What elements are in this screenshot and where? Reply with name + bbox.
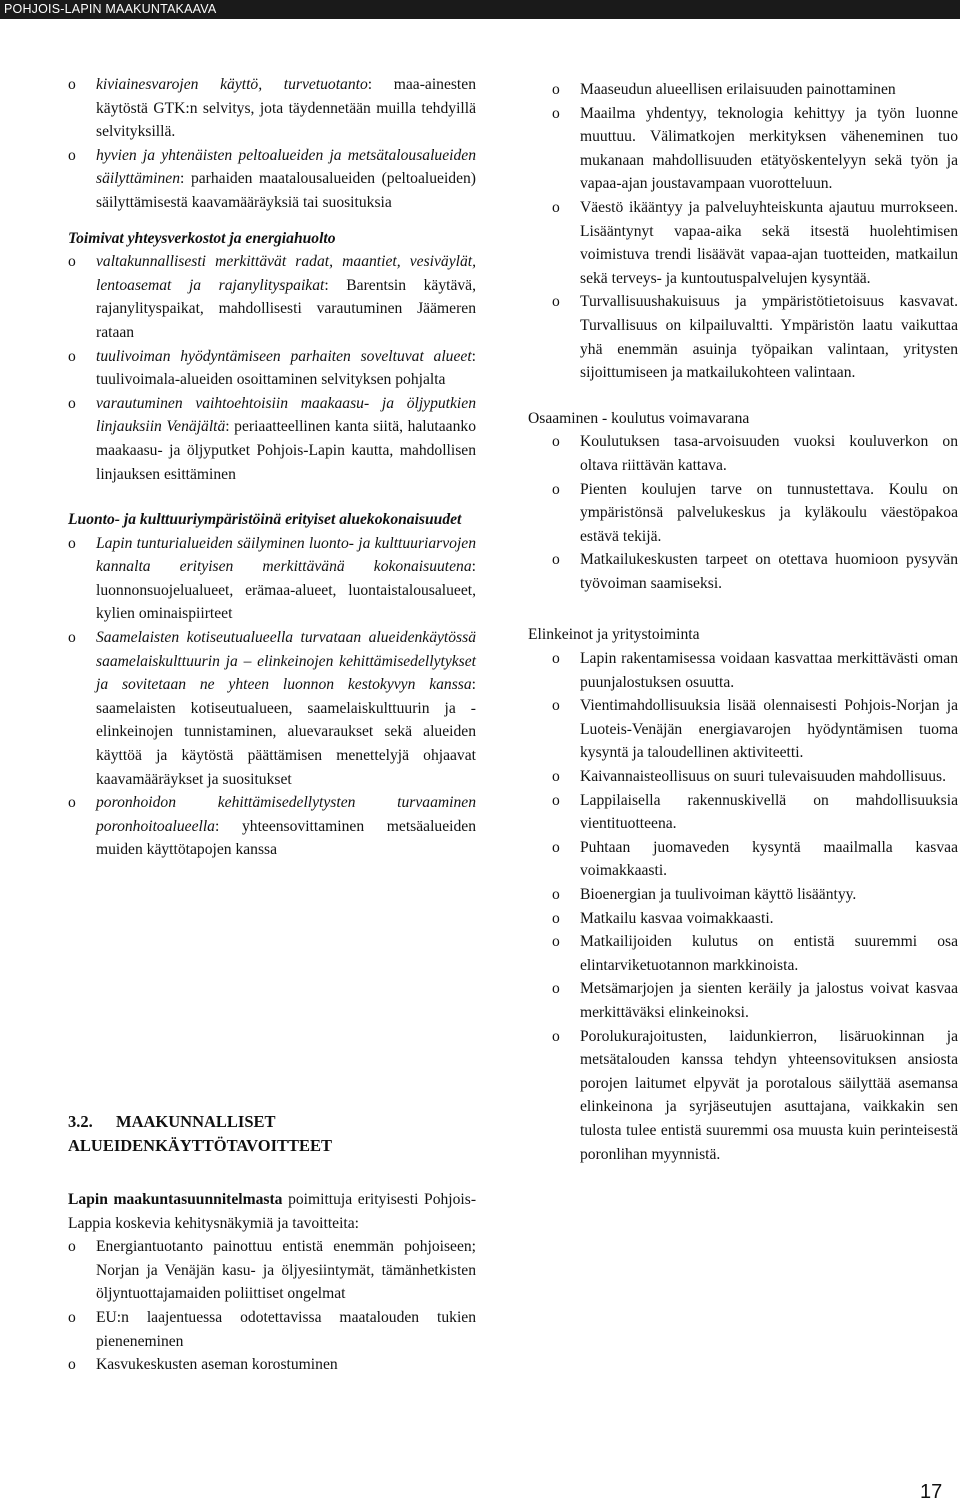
bullet-glyph: o (68, 76, 76, 93)
left-list-2 (68, 250, 476, 486)
list-item: o Väestö ikääntyy ja palveluyhteiskunta ajautuu murrokseen. Lisääntynyt vapaa-aika sekä itsestä huolehtimisen voimistuva trendi lisäävät vapaa-ajan tuotteiden, matkailun sekä terveys- ja kuntoutuspalvelujen kysyntää. (528, 196, 958, 290)
bullet-glyph: o (68, 794, 76, 812)
list-item: o Lapin tunturialueiden säilyminen luonto- ja kulttuuriarvojen kannalta erityisen merkittävänä kokonaisuutena: luonnonsuojelualueet, erämaa-alueet, luontaistalousalueet, kylien ominaispiirteet (68, 532, 476, 626)
bullet-glyph: o (68, 1356, 76, 1374)
bullet-glyph: o (552, 551, 560, 569)
list-item: o EU:n laajentuessa odotettavissa maatalouden tukien pieneneminen (68, 1306, 476, 1353)
bullet-glyph: o (552, 791, 560, 809)
bullet-glyph: o (68, 253, 76, 271)
list-item: o kiviainesvarojen käyttö, turvetuotanto: maa-ainesten käytöstä GTK:n selvitys, jota täydennetään muilla tehdyillä selvityksillä. (68, 73, 476, 144)
bullet-glyph: o (552, 293, 560, 311)
list-item: o Lappilaisella rakennuskivellä on mahdollisuuksia vientituotteena. (528, 789, 958, 836)
intro-paragraph: Lapin maakuntasuunnitelmasta poimittuja erityisesti Pohjois-Lappia koskevia kehitysnäkymiä ja tavoitteita: (68, 1191, 477, 1232)
bullet-glyph: o (552, 480, 560, 498)
bullet-glyph: o (552, 886, 560, 903)
right-list-3 (528, 647, 958, 1166)
left-list-1 (68, 73, 476, 215)
bullet-glyph: o (68, 1238, 76, 1256)
list-item: o varautuminen vaihtoehtoisiin maakaasu- ja öljyputkien linjauksiin Venäjältä: periaatteellinen kanta siitä, halutaanko maakaasu- ja öljyputket Pohjois-Lapin kautta, mahdollisen linjauksen esittäminen (68, 392, 476, 486)
bullet-glyph: o (68, 347, 76, 365)
left-lower-column (68, 1188, 476, 1377)
heading-osaaminen: Osaaminen - koulutus voimavarana (528, 409, 750, 427)
section-title (68, 1110, 476, 1158)
bullet-glyph: o (68, 534, 76, 552)
left-column (68, 73, 476, 862)
list-item: o Saamelaisten kotiseutualueella turvataan alueidenkäytössä saamelaiskulttuurin ja – elinkeinojen kehittämisedellytykset ja sovitetaan ne yhteen luonnon kestokyvyn kanssa: saamelaisten kotiseutualueen, saamelaiskulttuurin ja -elinkeinojen tunnistaminen, aluevaraukset sekä alueiden käyttöä ja käytöstä päättämisen menettelyjä ohjaavat kaavamääräykset ja suositukset (68, 626, 476, 791)
document-title: POHJOIS-LAPIN MAAKUNTAKAAVA (4, 2, 217, 16)
list-item: o Puhtaan juomaveden kysyntä maailmalla kasvaa voimakkaasti. (528, 836, 958, 883)
bullet-glyph: o (552, 768, 560, 786)
list-item: o Lapin rakentamisessa voidaan kasvattaa merkittävästi oman puunjalostuksen osuutta. (528, 647, 958, 694)
right-column (528, 78, 958, 1166)
list-item: o Maailma yhdentyy, teknologia kehittyy ja työn luonne muuttuu. Välimatkojen merkityksen väheneminen tuo mukanaan mahdollisuuden etätyöskentelyyn sekä työn ja vapaa-ajan joustavampaan vuorotteluun. (528, 102, 958, 196)
bullet-glyph: o (552, 697, 560, 715)
bullet-glyph: o (552, 104, 560, 122)
list-item: o Kaivannaisteollisuus on suuri tulevaisuuden mahdollisuus. (528, 765, 958, 789)
bullet-glyph: o (68, 146, 76, 164)
list-item: o Matkailu kasvaa voimakkaasti. (528, 907, 958, 931)
bullet-glyph: o (552, 198, 560, 216)
list-item: o valtakunnallisesti merkittävät radat, maantiet, vesiväylät, lentoasemat ja rajanylityspaikat: Barentsin käytävä, rajanylityspaikat, mahdollisesti varautuminen Jäämeren rataan (68, 250, 476, 344)
bullet-glyph: o (552, 909, 560, 927)
list-item: o Metsämarjojen ja sienten keräily ja jalostus voivat kasvaa merkittäväksi elinkeinoksi. (528, 977, 958, 1024)
heading-yhteysverkostot: Toimivat yhteysverkostot ja energiahuolto (68, 229, 336, 247)
bullet-glyph: o (552, 433, 560, 451)
bullet-glyph: o (552, 81, 560, 98)
right-list-1 (528, 78, 958, 385)
list-item: o hyvien ja yhtenäisten peltoalueiden ja metsätalousalueiden säilyttäminen: parhaiden maatalousalueiden (peltoalueiden) säilyttämisestä kaavamääräyksiä tai suosituksia (68, 144, 476, 215)
bullet-glyph: o (552, 1027, 560, 1045)
list-item: o Maaseudun alueellisen erilaisuuden painottaminen (528, 78, 958, 102)
bullet-glyph: o (552, 933, 560, 951)
bullet-glyph: o (68, 1308, 76, 1326)
page-number: 17 (920, 1481, 943, 1503)
bullet-glyph: o (68, 394, 76, 412)
bullet-glyph: o (552, 838, 560, 856)
list-item: o tuulivoiman hyödyntämiseen parhaiten soveltuvat alueet: tuulivoimala-alueiden osoittaminen selvityksen pohjalta (68, 345, 476, 392)
list-item: o Bioenergian ja tuulivoiman käyttö lisääntyy. (528, 883, 958, 907)
bullet-glyph: o (552, 980, 560, 998)
left-list-3 (68, 532, 476, 862)
section-number: 3.2. (68, 1112, 93, 1131)
bullet-glyph: o (68, 629, 76, 647)
list-item: o Matkailijoiden kulutus on entistä suuremmi osa elintarviketuotannon markkinoista. (528, 930, 958, 977)
list-item: o Energiantuotanto painottuu entistä enemmän pohjoiseen; Norjan ja Venäjän kasu- ja öljyesiintymät, tämänhetkisten öljyntuottajamaiden poliittiset ongelmat (68, 1235, 476, 1306)
bullet-glyph: o (552, 650, 560, 668)
list-item: o Porolukurajoitusten, laidunkierron, lisäruokinnan ja metsätalouden kanssa tehdyn yhteensovituksen ansiosta porojen laitumet elpyvät ja porotalous säilyttää asemansa elinkeinona ja syrjäseutujen asuttajana, vaikkakin sen tulosta tulee entistä suuremmi osa muusta kuin perinteisestä poronlihan myynnistä. (528, 1025, 958, 1167)
list-item: o Turvallisuushakuisuus ja ympäristötietoisuus kasvavat. Turvallisuus on kilpailuvaltti. Ympäristön laatu vaikuttaa yhä enemmän asuinja työpaikan valintaan, yritysten sijoittumiseen ja matkailukohteen valintaan. (528, 290, 958, 384)
list-item: o Vientimahdollisuuksia lisää olennaisesti Pohjois-Norjan ja Luoteis-Venäjän energiavarojen hyödyntämisen tuoma kysyntä ja taloudellinen aktiviteetti. (528, 694, 958, 765)
list-item: o Koulutuksen tasa-arvoisuuden vuoksi kouluverkon on oltava riittävän kattava. (528, 430, 958, 477)
list-item: o Pienten koulujen tarve on tunnustettava. Koulu on ympäristönsä palvelukeskus ja kyläkoulu väestöpakoa estävä tekijä. (528, 478, 958, 549)
list-item: o Matkailukeskusten tarpeet on otettava huomioon pysyvän työvoiman saamiseksi. (528, 548, 958, 595)
heading-elinkeinot: Elinkeinot ja yritystoiminta (528, 626, 700, 644)
header-bar (0, 0, 960, 19)
left-list-4 (68, 1235, 476, 1377)
list-item: o Kasvukeskusten aseman korostuminen (68, 1353, 476, 1377)
section-heading: MAAKUNNALLISET ALUEIDENKÄYTTÖTAVOITTEET (68, 1112, 333, 1155)
list-item: o poronhoidon kehittämisedellytysten turvaaminen poronhoitoalueella: yhteensovittaminen metsäalueiden muiden käyttötapojen kanssa (68, 791, 476, 862)
right-list-2 (528, 430, 958, 595)
heading-luonto-kulttuuri: Luonto- ja kulttuuriympäristöinä erityiset aluekokonaisuudet (68, 511, 462, 529)
